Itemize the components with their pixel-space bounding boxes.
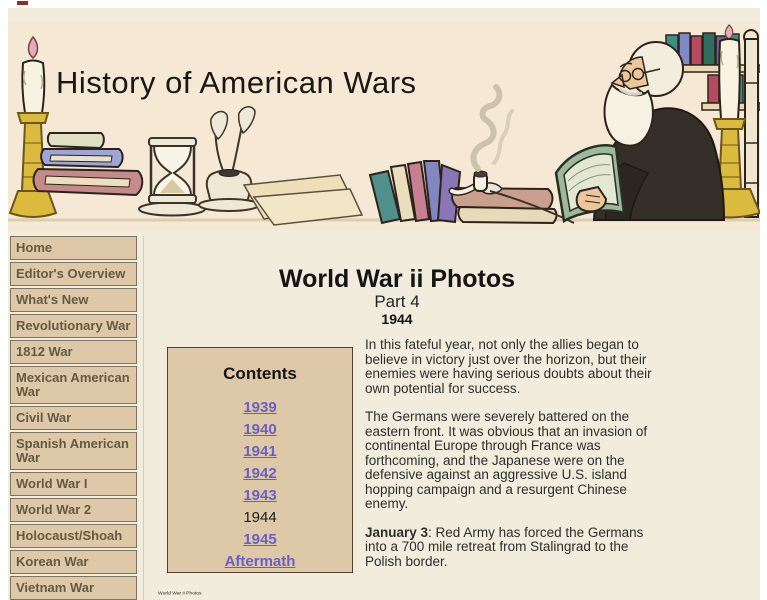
smoke-icon [473,87,512,169]
sidebar-item-revolutionary-war[interactable] [10,314,137,338]
toc-link-1944: 1944 [243,509,277,526]
toc-link-1945[interactable]: 1945 [243,531,277,548]
toc-link-1940[interactable]: 1940 [243,421,277,438]
article [365,338,659,583]
sidebar-item-editor-s-overview[interactable] [10,262,137,286]
sidebar-item-label: Mexican American War [16,370,130,399]
toc-link-1943[interactable]: 1943 [243,487,277,504]
sidebar-item-label: Holocaust/Shoah [16,528,123,543]
sidebar-item-label: Editor's Overview [16,266,126,281]
page-container [8,8,760,600]
masthead [8,23,760,230]
book-stack-icon [34,133,143,195]
sidebar-item-label: Korean War [16,554,89,569]
sidebar-item-label: 1812 War [16,344,73,359]
toc-box [167,347,353,573]
dated-entry [365,526,659,570]
sidebar-item-label: World War 2 [16,502,92,517]
sidebar-item-label: World War I [16,476,88,491]
sidebar-item-label: Home [16,240,53,255]
toc-list [168,397,352,573]
sidebar-item-1812-war[interactable] [10,340,137,364]
sidebar-item-label: Revolutionary War [16,318,131,333]
sidebar-item-label: Spanish American War [16,436,129,465]
papers-icon [244,175,362,225]
page-subtitle: Part 4 [374,292,420,311]
sidebar-item-label: Vietnam War [16,580,95,595]
sidebar-item-what-s-new[interactable] [10,288,137,312]
masthead-illustration [8,23,760,230]
page-year: 1944 [381,311,413,327]
sidebar-item-home[interactable] [10,236,137,260]
sidebar-item-world-war-i[interactable] [10,472,137,496]
main-content [152,236,760,600]
sidebar-item-label: What's New [16,292,89,307]
hourglass-icon [139,138,205,216]
dated-entry-date: January 3 [365,524,429,540]
site-title: History of American Wars [56,65,417,100]
paragraph: In this fateful year, not only the allies began to believe in victory just over the horizon, but their enemies were having serious doubts about their own potential for success. [365,337,652,396]
toc-link-1942[interactable]: 1942 [243,465,277,482]
toc-link-1939[interactable]: 1939 [243,399,277,416]
footer-note: World War ii Photos [158,590,202,596]
sidebar-item-vietnam-war[interactable] [10,576,137,600]
sidebar-item-holocaust-shoah[interactable] [10,524,137,548]
sidebar-item-civil-war[interactable] [10,406,137,430]
toc-link-aftermath[interactable]: Aftermath [224,553,296,570]
sidebar-nav [8,236,144,600]
sidebar-item-mexican-american-war[interactable] [10,366,137,404]
toc-link-1941[interactable]: 1941 [243,443,277,460]
dated-entry-text: : Red Army has forced the Germans into a 700 mile retreat from Stalingrad to the Polish border. [365,524,644,569]
sidebar-item-label: Civil War [16,410,72,425]
leaning-books-icon [370,161,460,223]
toc-heading: Contents [223,364,297,383]
paragraph: The Germans were severely battered on the eastern front. It was obvious that an invasion of continental Europe through France was forthcoming, and the Japanese were on the defensive against an aggressive U.S. island hopping campaign and a resurgent Chinese enemy. [365,409,648,511]
sidebar-item-korean-war[interactable] [10,550,137,574]
browser-artifact-mark [17,1,28,5]
sidebar-item-spanish-american-war[interactable] [10,432,137,470]
page-title: World War ii Photos [278,265,516,293]
sidebar-item-world-war-2[interactable] [10,498,137,522]
page-heading [152,266,642,327]
